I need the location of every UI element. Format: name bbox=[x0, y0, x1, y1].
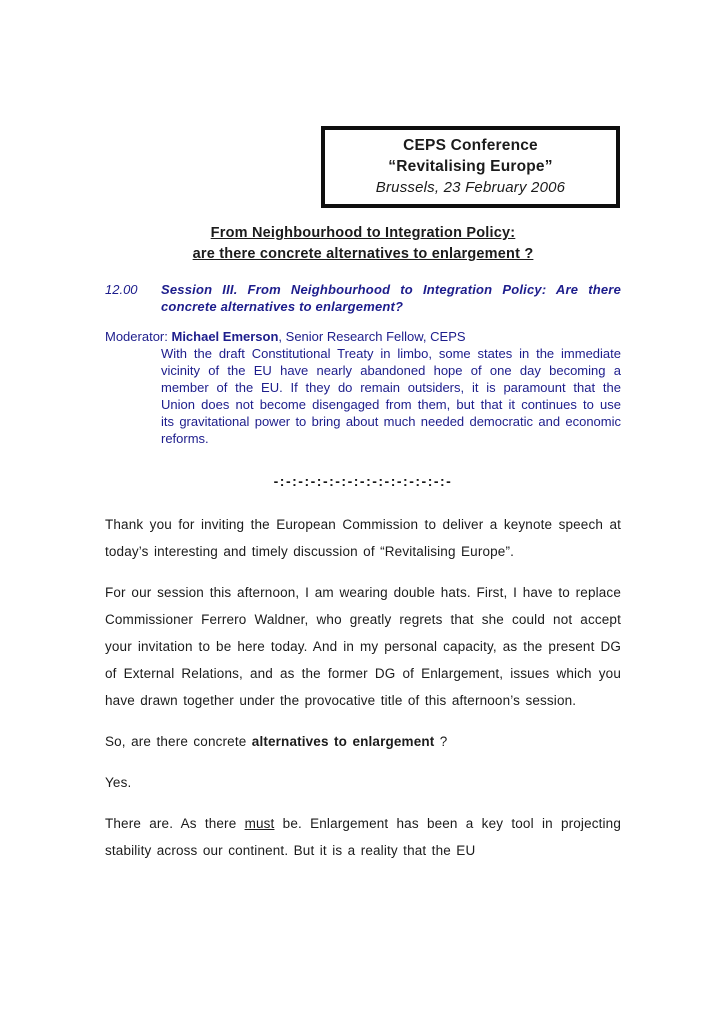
conference-header-box bbox=[321, 126, 620, 208]
session-heading bbox=[105, 281, 621, 315]
document-title-line-2: are there concrete alternatives to enlargement ? bbox=[192, 246, 534, 262]
conference-theme: “Revitalising Europe” bbox=[388, 158, 553, 175]
paragraph-question: So, are there concrete alternatives to enlargement ? bbox=[105, 734, 448, 749]
emphasis-alternatives: alternatives to enlargement bbox=[251, 734, 435, 749]
paragraph-yes: Yes. bbox=[105, 775, 132, 790]
session-time: 12.00 bbox=[105, 282, 138, 297]
moderator-role: , Senior Research Fellow, CEPS bbox=[278, 329, 466, 344]
moderator-description: With the draft Constitutional Treaty in limbo, some states in the immediate vicinity of the EU have nearly abandoned hope of one day becoming a member of the EU. If they do remain outsiders, it is paramount that the Union does not become disengaged from them, but that it continues to use its gravitational power to bring about much needed democratic and economic reforms. bbox=[161, 346, 621, 446]
moderator-line bbox=[105, 328, 621, 345]
document-title bbox=[105, 223, 621, 265]
conference-name: CEPS Conference bbox=[403, 137, 538, 154]
session-title: Session III. From Neighbourhood to Integration Policy: Are there concrete alternatives to enlargement? bbox=[161, 282, 621, 314]
document-title-line-1: From Neighbourhood to Integration Policy: bbox=[210, 225, 516, 241]
paragraph-thanks: Thank you for inviting the European Commission to deliver a keynote speech at today’s interesting and timely discussion of “Revitalising Europe”. bbox=[105, 517, 621, 559]
emphasis-must: must bbox=[244, 816, 275, 831]
moderator-name: Michael Emerson bbox=[171, 329, 279, 344]
conference-date-location: Brussels, 23 February 2006 bbox=[375, 179, 566, 196]
page-content bbox=[105, 0, 621, 878]
paragraph-double-hats: For our session this afternoon, I am wearing double hats. First, I have to replace Commissioner Ferrero Waldner, who greatly regrets that she could not accept your invitation to be here today. And in my personal capacity, as the present DG of External Relations, and as the former DG of Enlargement, issues which you have drawn together under the provocative title of this afternoon’s session. bbox=[105, 585, 621, 708]
paragraph-there-are: There are. As there must be. Enlargement has been a key tool in projecting stability across our continent. But it is a reality that the EU bbox=[105, 816, 621, 858]
moderator-label: Moderator: bbox=[105, 329, 172, 344]
speech-body bbox=[105, 511, 621, 864]
section-separator: -:-:-:-:-:-:-:-:-:-:-:-:-:-:- bbox=[273, 473, 453, 489]
moderator-block bbox=[105, 328, 621, 447]
